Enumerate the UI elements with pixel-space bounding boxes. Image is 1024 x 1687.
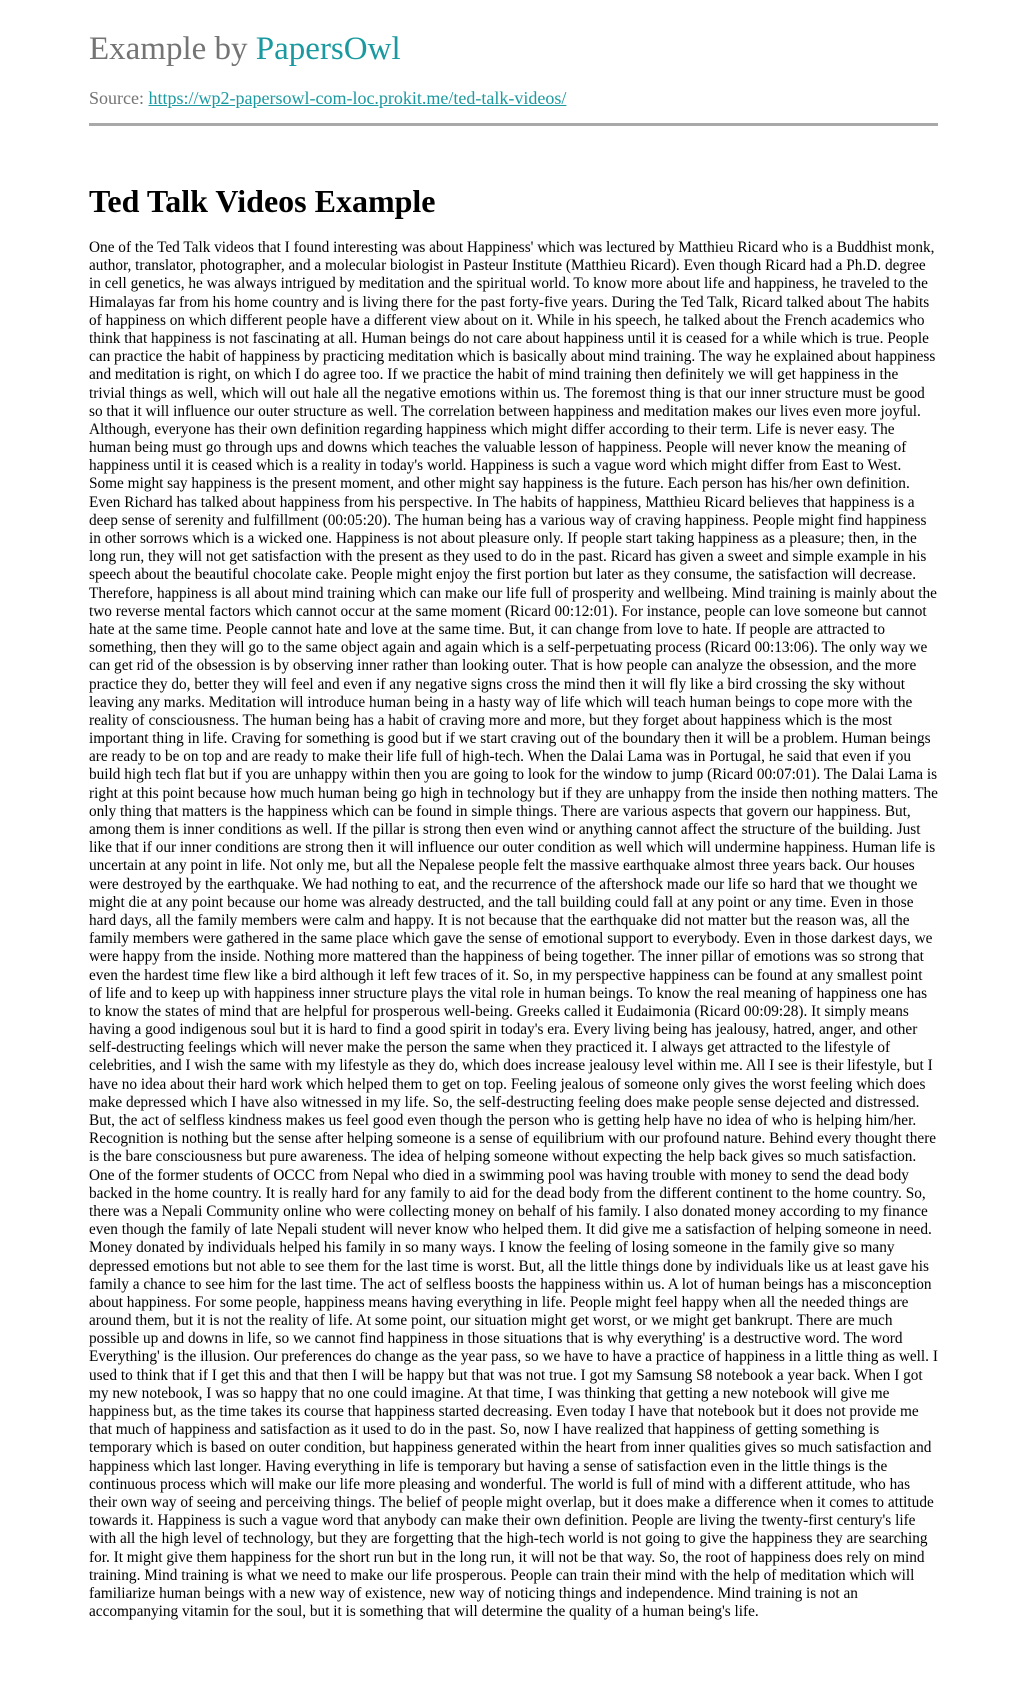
source-link[interactable]: https://wp2-papersowl-com-loc.prokit.me/ted-talk-videos/ [148, 88, 567, 108]
document-title: Ted Talk Videos Example [89, 183, 436, 219]
source-label: Source: [89, 88, 144, 108]
brand-prefix: Example by [89, 31, 248, 67]
document-body: One of the Ted Talk videos that I found interesting was about Happiness' which was lectured by Matthieu Ricard who is a Buddhist monk, author, translator, photographer, and a molecular biologist in Pasteur Institute (Matthieu Ricard). Even though Ricard had a Ph.D. degree in cell genetics, he was always intrigued by meditation and the spiritual world. To know more about life and happiness, he traveled to the Himalayas far from his home country and is living there for the past forty-five years. During the Ted Talk, Ricard talked about The habits of happiness on which different people have a different view about on it. While in his speech, he talked about the French academics who think that happiness is not fascinating at all. Human beings do not care about happiness until it is ceased for a while which is true. People can practice the habit of happiness by practicing meditation which is basically about mind training. The way he explained about happiness and meditation is right, on which I do agree too. If we practice the habit of mind training then definitely we will get happiness in the trivial things as well, which will out hale all the negative emotions within us. The foremost thing is that our inner structure must be good so that it will influence our outer structure as well. The correlation between happiness and meditation makes our lives even more joyful. Although, everyone has their own definition regarding happiness which might differ according to their term. Life is never easy. The human being must go through ups and downs which teaches the valuable lesson of happiness. People will never know the meaning of happiness until it is ceased which is a reality in today's world. Happiness is such a vague word which might differ from East to West. Some might say happiness is the present moment, and other might say happiness is the future. Each person has his/her own definition. Even Richard has talked about happiness from his perspective. In The habits of happiness, Matthieu Ricard believes that happiness is a deep sense of serenity and fulfillment (00:05:20). The human being has a various way of craving happiness. People might find happiness in other sorrows which is a wicked one. Happiness is not about pleasure only. If people start taking happiness as a pleasure; then, in the long run, they will not get satisfaction with the present as they used to do in the past. Ricard has given a sweet and simple example in his speech about the beautiful chocolate cake. People might enjoy the first portion but later as they consume, the satisfaction will decrease. Therefore, happiness is all about mind training which can make our life full of prosperity and wellbeing. Mind training is mainly about the two reverse mental factors which cannot occur at the same moment (Ricard 00:12:01). For instance, people can love someone but cannot hate at the same time. People cannot hate and love at the same time. But, it can change from love to hate. If people are attracted to something, then they will go to the same object again and again which is a self-perpetuating process (Ricard 00:13:06). The only way we can get rid of the obsession is by observing inner rather than looking outer. That is how people can analyze the obsession, and the more practice they do, better they will feel and even if any negative signs cross the mind then it will fly like a bird crossing the sky without leaving any marks. Meditation will introduce human being in a hasty way of life which will teach human beings to cope more with the reality of consciousness. The human being has a habit of craving more and more, but they forget about happiness which is the most important thing in life. Craving for something is good but if we start craving out of the boundary then it will be a problem. Human beings are ready to be on top and are ready to make their life full of high-tech. When the Dalai Lama was in Portugal, he said that even if you build high tech flat but if you are unhappy within then you are going to look for the window to jump (Ricard 00:07:01). The Dalai Lama is right at this point because how much human being go high in technology but if they are unhappy from the inside then nothing matters. The only thing that matters is the happiness which can be found in simple things. There are various aspects that govern our happiness. But, among them is inner conditions as well. If the pillar is strong then even wind or anything cannot affect the structure of the building. Just like that if our inner conditions are strong then it will influence our outer condition as well which will undermine happiness. Human life is uncertain at any point in life. Not only me, but all the Nepalese people felt the massive earthquake almost three years back. Our houses were destroyed by the earthquake. We had nothing to eat, and the recurrence of the aftershock made our life so hard that we thought we might die at any point because our home was already destructed, and the tall building could fall at any point or any time. Even in those hard days, all the family members were calm and happy. It is not because that the earthquake did not matter but the reason was, all the family members were gathered in the same place which gave the sense of emotional support to everybody. Even in those darkest days, we were happy from the inside. Nothing more mattered than the happiness of being together. The inner pillar of emotions was so strong that even the hardest time flew like a bird although it left few traces of it. So, in my perspective happiness can be found at any smallest point of life and to keep up with happiness inner structure plays the vital role in human beings. To know the real meaning of happiness one has to know the states of mind that are helpful for prosperous well-being. Greeks called it Eudaimonia (Ricard 00:09:28). It simply means having a good indigenous soul but it is hard to find a good spirit in today's era. Every living being has jealousy, hatred, anger, and other self-destructing feelings which will never make the person the same when they practiced it. I always get attracted to the lifestyle of celebrities, and I wish the same with my lifestyle as they do, which does increase jealousy level within me. All I see is their lifestyle, but I have no idea about their hard work which helped them to get on top. Feeling jealous of someone only gives the worst feeling which does make depressed which I have also witnessed in my life. So, the self-destructing feeling does make people sense dejected and distressed. But, the act of selfless kindness makes us feel good even though the person who is getting help have no idea of who is helping him/her. Recognition is nothing but the sense after helping someone is a sense of equilibrium with our profound nature. Behind every thought there is the bare consciousness but pure awareness. The idea of helping someone without expecting the help back gives so much satisfaction. One of the former students of OCCC from Nepal who died in a swimming pool was having trouble with money to send the dead body backed in the home country. It is really hard for any family to aid for the dead body from the different continent to the home country. So, there was a Nepali Community online who were collecting money on behalf of his family. I also donated money according to my finance even though the family of late Nepali student will never know who helped them. It did give me a satisfaction of helping someone in need. Money donated by individuals helped his family in so many ways. I know the feeling of losing someone in the family give so many depressed emotions but not able to see them for the last time is worst. But, all the little things done by individuals like us at least gave his family a chance to see him for the last time. The act of selfless boosts the happiness within us. A lot of human beings has a misconception about happiness. For some people, happiness means having everything in life. People might feel happy when all the needed things are around them, but it is not the reality of life. At some point, our situation might get worst, or we might get bankrupt. There are much possible up and downs in life, so we cannot find happiness in those situations that is why everything' is a destructive word. The word Everything' is the illusion. Our preferences do change as the year pass, so we have to have a practice of happiness in a little thing as well. I used to think that if I get this and that then I will be happy but that was not true. I got my Samsung S8 notebook a year back. When I got my new notebook, I was so happy that no one could imagine. At that time, I was thinking that getting a new notebook will give me happiness but, as the time takes its course that happiness started decreasing. Even today I have that notebook but it does not provide me that much of happiness and satisfaction as it used to do in the past. So, now I have realized that happiness of getting something is temporary which is based on outer condition, but happiness generated within the heart from inner qualities gives so much satisfaction and happiness which last longer. Having everything in life is temporary but having a sense of satisfaction even in the little things is the continuous process which will make our life more pleasing and wonderful. The world is full of mind with a different attitude, who has their own way of seeing and perceiving things. The belief of people might overlap, but it does make a difference when it comes to attitude towards it. Happiness is such a vague word that anybody can make their own definition. People are living the twenty-first century's life with all the high level of technology, but they are forgetting that the high-tech world is not going to give the happiness they are searching for. It might give them happiness for the short run but in the long run, it will not be that way. So, the root of happiness does rely on mind training. Mind training is what we need to make our life prosperous. People can train their mind with the help of meditation which will familiarize human beings with a new way of existence, new way of noticing things and independence. Mind training is not an accompanying vitamin for the soul, but it is something that will determine the quality of a human being's life. [89, 239, 938, 1621]
brand-header [89, 29, 401, 69]
source-line [89, 87, 566, 109]
brand-name: PapersOwl [255, 31, 401, 67]
header-divider [89, 123, 938, 126]
